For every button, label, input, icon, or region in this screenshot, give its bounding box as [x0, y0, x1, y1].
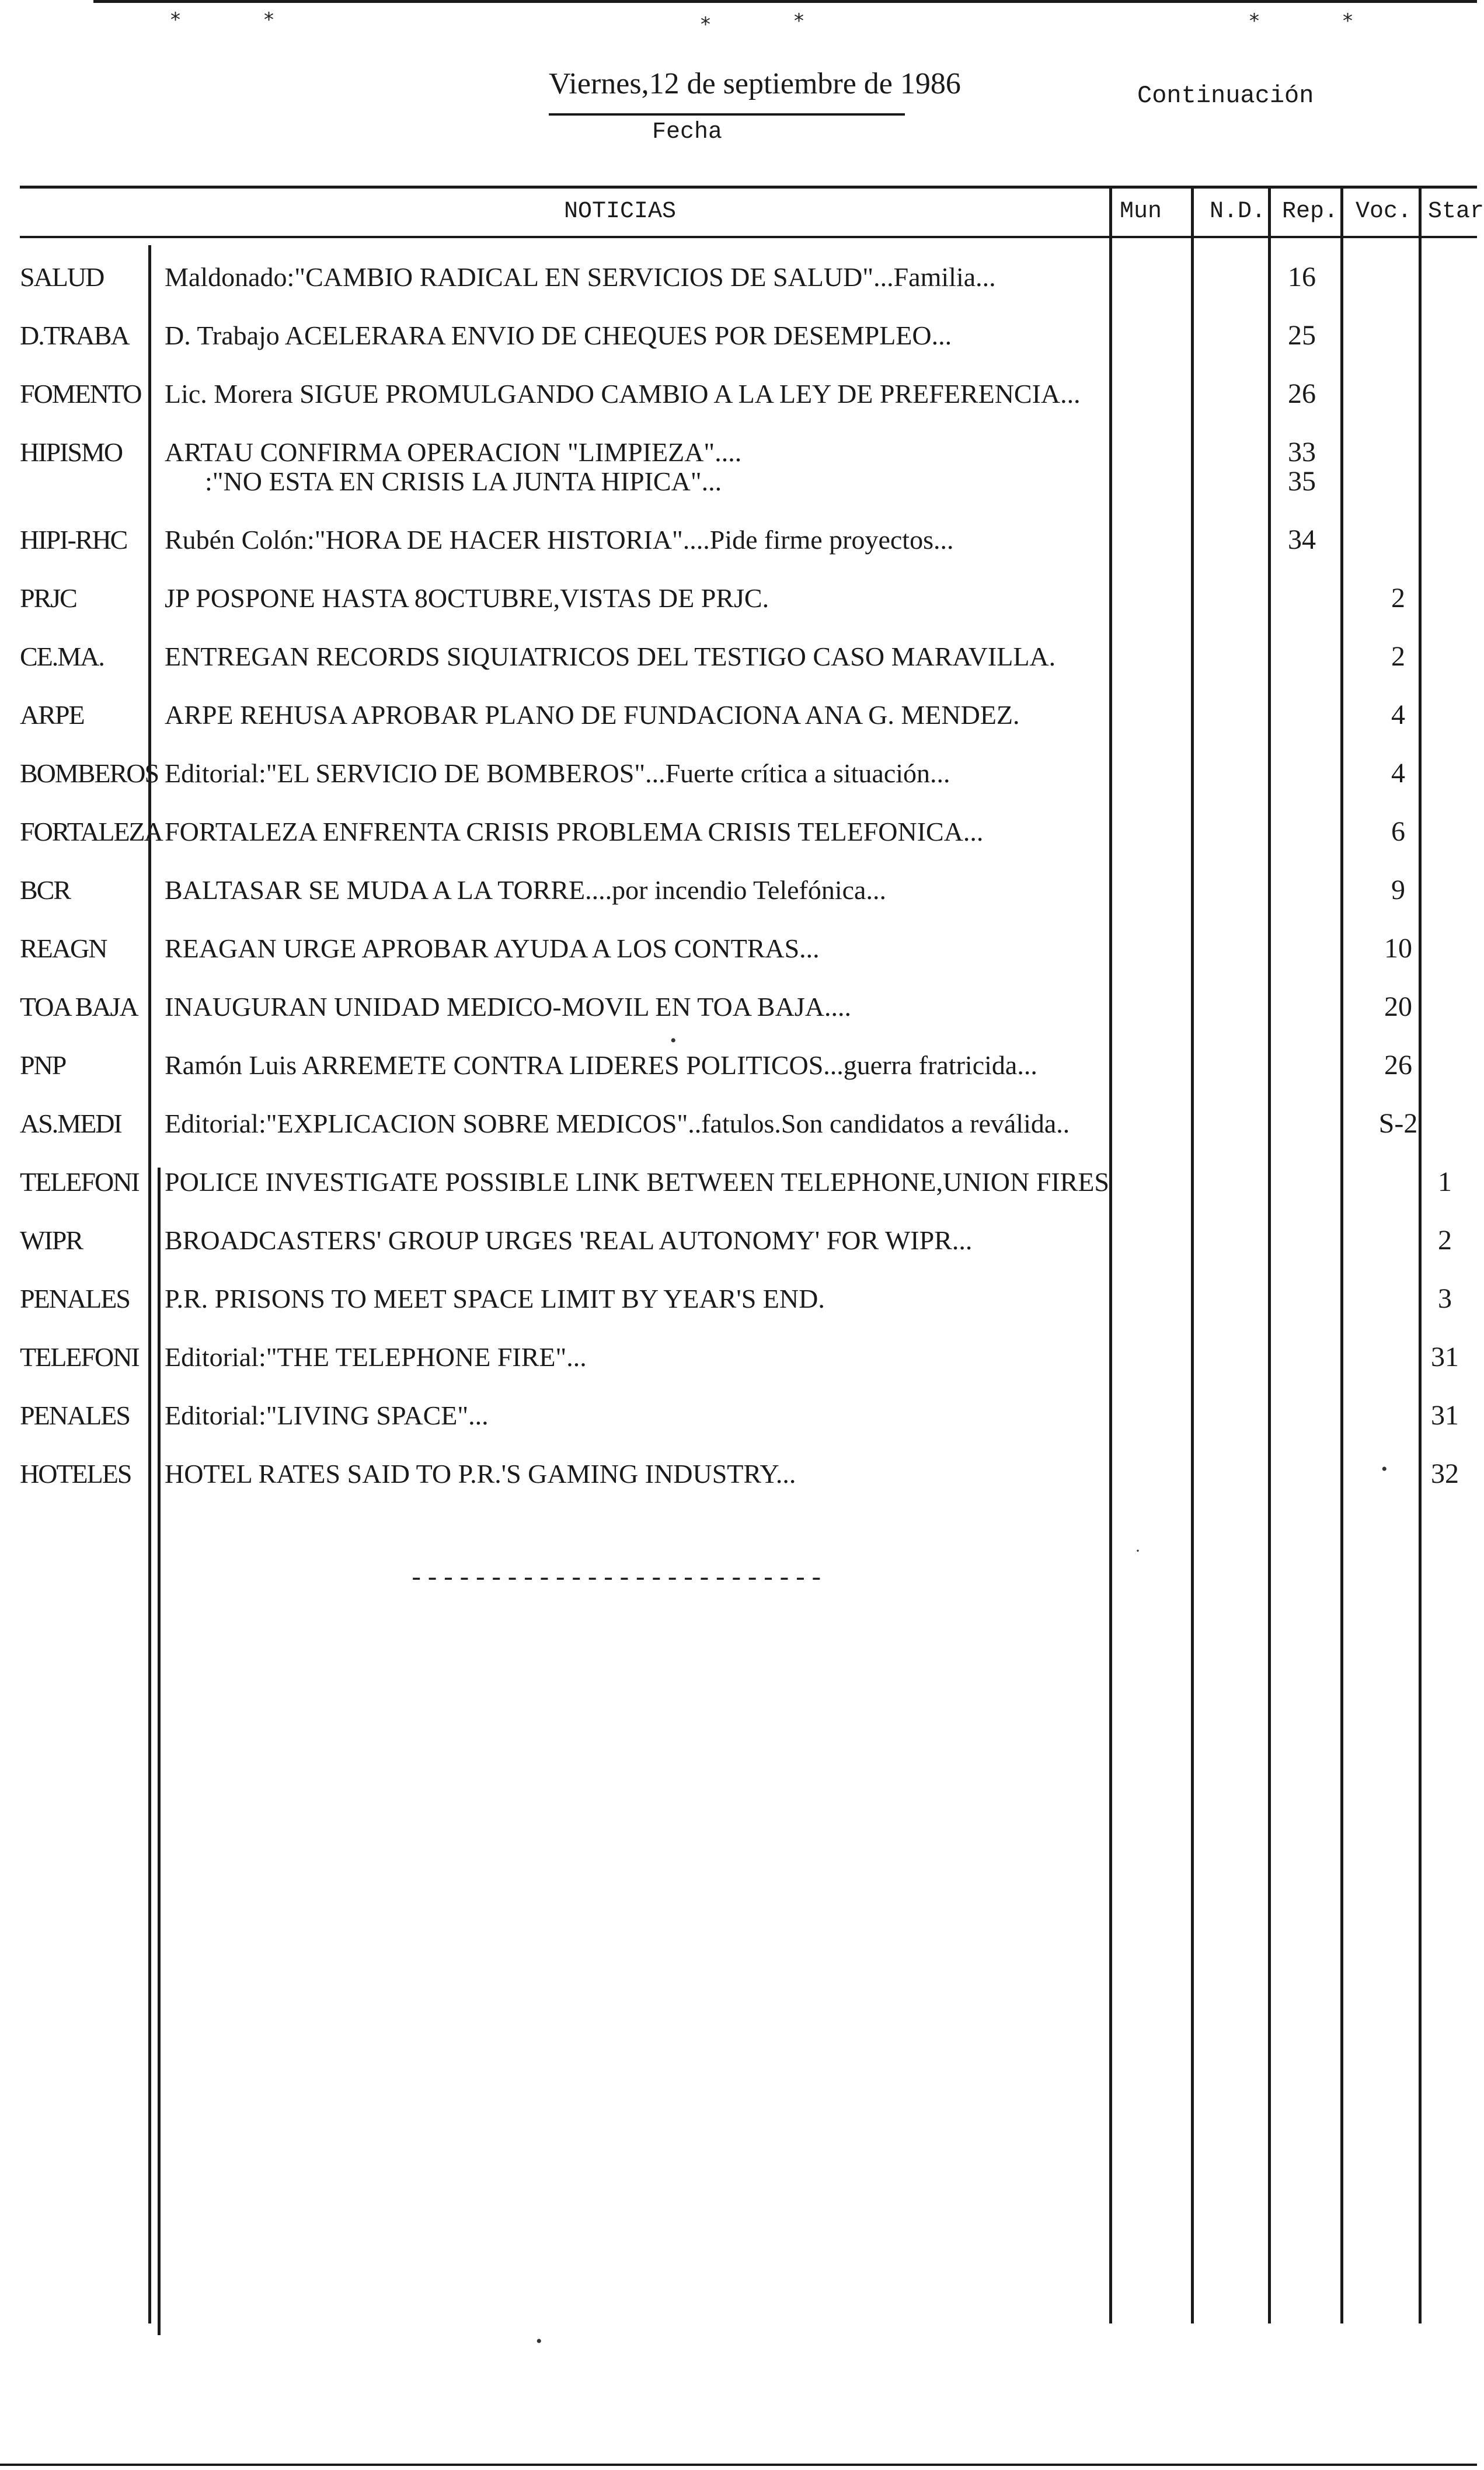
rep-page	[1273, 438, 1331, 496]
table-row	[0, 1109, 1477, 1168]
section-code: SALUD	[20, 262, 104, 292]
headline-line: P.R. PRISONS TO MEET SPACE LIMIT BY YEAR'S END.	[165, 1284, 825, 1314]
rep-page	[1273, 321, 1331, 350]
table-row	[0, 1284, 1477, 1343]
voc-page: 4	[1391, 758, 1405, 789]
headline	[165, 379, 1122, 409]
headline-line: :"NO ESTA EN CRISIS LA JUNTA HIPICA"...	[165, 466, 722, 496]
headline	[165, 1168, 1122, 1197]
headline-line: Editorial:"LIVING SPACE"...	[165, 1401, 489, 1430]
voc-page: 6	[1391, 816, 1405, 847]
column-header-mun: Mun	[1120, 198, 1162, 225]
scan-mark: *	[701, 13, 710, 36]
voc-page: 9	[1391, 875, 1405, 905]
section-code: WIPR	[20, 1225, 82, 1255]
section-code: BCR	[20, 875, 71, 905]
headline	[165, 1226, 1122, 1255]
rep-page-value: 16	[1288, 262, 1316, 292]
scan-mark: *	[264, 8, 274, 32]
document-date: Viernes,12 de septiembre de 1986	[549, 67, 961, 100]
star-page: 3	[1438, 1283, 1452, 1314]
table-row	[0, 525, 1477, 584]
voc-page: S-2	[1378, 1108, 1418, 1139]
voc-page: 20	[1384, 991, 1412, 1022]
star-page: 32	[1431, 1458, 1459, 1489]
headline	[165, 263, 1122, 292]
headline-line: BROADCASTERS' GROUP URGES 'REAL AUTONOMY' FOR WIPR...	[165, 1225, 973, 1255]
column-header-star: Star	[1428, 198, 1484, 225]
headline-line: Rubén Colón:"HORA DE HACER HISTORIA"....Pide firme proyectos...	[165, 525, 954, 555]
section-code: PENALES	[20, 1284, 130, 1314]
table-header-rule	[20, 236, 1477, 238]
table-row	[0, 584, 1477, 642]
headline	[165, 876, 1122, 905]
scan-mark: *	[794, 9, 804, 33]
star-page: 2	[1438, 1225, 1452, 1256]
table-row	[0, 321, 1477, 379]
headline-line: Maldonado:"CAMBIO RADICAL EN SERVICIOS DE SALUD"...Familia...	[165, 262, 996, 292]
headline-line: ARTAU CONFIRMA OPERACION "LIMPIEZA"....	[165, 437, 742, 467]
rep-page-value: 26	[1288, 378, 1316, 409]
news-table	[0, 263, 1477, 1518]
scan-speck: •	[536, 2332, 542, 2351]
table-row	[0, 1459, 1477, 1518]
table-row	[0, 817, 1477, 876]
table-row	[0, 934, 1477, 992]
headline-line: BALTASAR SE MUDA A LA TORRE....por incendio Telefónica...	[165, 875, 886, 905]
headline	[165, 817, 1122, 846]
headline	[165, 584, 1122, 613]
headline	[165, 642, 1122, 671]
table-top-rule	[20, 186, 1477, 189]
rep-page-value: 34	[1288, 524, 1316, 555]
section-code: FOMENTO	[20, 379, 141, 409]
rep-page	[1273, 263, 1331, 292]
headline-line: HOTEL RATES SAID TO P.R.'S GAMING INDUSTRY...	[165, 1459, 796, 1489]
section-code: PRJC	[20, 583, 76, 613]
rep-page-value: 25	[1288, 320, 1316, 351]
column-header-voc: Voc.	[1356, 198, 1412, 225]
section-code: HIPI-RHC	[20, 525, 127, 555]
voc-page: 4	[1391, 699, 1405, 730]
table-row	[0, 701, 1477, 759]
section-code: TOA BAJA	[20, 992, 138, 1022]
section-code: D.TRABA	[20, 320, 129, 350]
headline	[165, 321, 1122, 350]
scan-mark: *	[1343, 9, 1353, 33]
scan-speck: •	[670, 1031, 677, 1050]
rep-page-value: 35	[1288, 466, 1316, 497]
headline-line: JP POSPONE HASTA 8OCTUBRE,VISTAS DE PRJC.	[165, 583, 769, 613]
rep-page	[1273, 379, 1331, 409]
bottom-border	[0, 2464, 1477, 2466]
headline	[165, 525, 1122, 555]
headline	[165, 1401, 1122, 1430]
headline-line: Editorial:"EXPLICACION SOBRE MEDICOS"..fatulos.Son candidatos a reválida..	[165, 1109, 1070, 1138]
table-row	[0, 1401, 1477, 1459]
headline	[165, 934, 1122, 963]
star-page: 31	[1431, 1400, 1459, 1431]
column-header-noticias: NOTICIAS	[564, 198, 677, 225]
voc-page: 10	[1384, 933, 1412, 964]
section-code: AS.MEDI	[20, 1109, 121, 1138]
section-code: TELEFONI	[20, 1342, 139, 1372]
table-row	[0, 642, 1477, 701]
headline-line: ENTREGAN RECORDS SIQUIATRICOS DEL TESTIGO CASO MARAVILLA.	[165, 642, 1056, 671]
headline	[165, 438, 1122, 496]
headline	[165, 1459, 1122, 1489]
table-row	[0, 876, 1477, 934]
rep-page-value: 33	[1288, 437, 1316, 468]
headline-line: Ramón Luis ARREMETE CONTRA LIDERES POLITICOS...guerra fratricida...	[165, 1050, 1037, 1080]
column-header-nd: N.D.	[1210, 198, 1266, 225]
headline-line: REAGAN URGE APROBAR AYUDA A LOS CONTRAS...	[165, 933, 820, 963]
headline-line: ARPE REHUSA APROBAR PLANO DE FUNDACIONA ANA G. MENDEZ.	[165, 700, 1020, 730]
headline	[165, 759, 1122, 788]
headline	[165, 1051, 1122, 1080]
headline	[165, 1284, 1122, 1314]
end-of-list-rule: --------------------------	[409, 1565, 825, 1594]
section-code: ARPE	[20, 700, 84, 730]
table-row	[0, 438, 1477, 525]
continuation-label: Continuación	[1137, 82, 1314, 110]
section-code: REAGN	[20, 933, 107, 963]
table-row	[0, 1168, 1477, 1226]
star-page: 31	[1431, 1342, 1459, 1372]
headline-line: Editorial:"THE TELEPHONE FIRE"...	[165, 1342, 587, 1372]
headline-line: Editorial:"EL SERVICIO DE BOMBEROS"...Fuerte crítica a situación...	[165, 758, 950, 788]
top-border	[93, 0, 1477, 3]
rep-page	[1273, 525, 1331, 555]
scan-speck: ·	[1135, 1541, 1141, 1560]
headline	[165, 1343, 1122, 1372]
section-code: HIPISMO	[20, 437, 123, 467]
headline-line: FORTALEZA ENFRENTA CRISIS PROBLEMA CRISIS TELEFONICA...	[165, 817, 984, 846]
section-code: FORTALEZA	[20, 817, 162, 846]
table-row	[0, 263, 1477, 321]
scan-speck: •	[1381, 1459, 1388, 1479]
table-row	[0, 1343, 1477, 1401]
table-row	[0, 1051, 1477, 1109]
voc-page: 2	[1391, 641, 1405, 672]
table-row	[0, 379, 1477, 438]
headline	[165, 992, 1122, 1022]
scan-mark: *	[1249, 9, 1259, 33]
star-page: 1	[1438, 1166, 1452, 1197]
section-code: PNP	[20, 1050, 66, 1080]
headline-line: INAUGURAN UNIDAD MEDICO-MOVIL EN TOA BAJA....	[165, 992, 851, 1022]
section-code: PENALES	[20, 1401, 130, 1430]
section-code: BOMBEROS	[20, 758, 159, 788]
column-header-rep: Rep.	[1282, 198, 1339, 225]
section-code: HOTELES	[20, 1459, 131, 1489]
voc-page: 26	[1384, 1050, 1412, 1081]
date-underline	[549, 113, 905, 116]
date-caption: Fecha	[652, 119, 723, 145]
voc-page: 2	[1391, 583, 1405, 614]
section-code: TELEFONI	[20, 1167, 139, 1197]
section-code: CE.MA.	[20, 642, 104, 671]
headline	[165, 701, 1122, 730]
headline	[165, 1109, 1122, 1138]
table-row	[0, 759, 1477, 817]
table-row	[0, 1226, 1477, 1284]
headline-line: D. Trabajo ACELERARA ENVIO DE CHEQUES POR DESEMPLEO...	[165, 320, 952, 350]
scan-mark: *	[170, 8, 180, 32]
headline-line: POLICE INVESTIGATE POSSIBLE LINK BETWEEN TELEPHONE,UNION FIRES	[165, 1167, 1109, 1197]
table-row	[0, 992, 1477, 1051]
headline-line: Lic. Morera SIGUE PROMULGANDO CAMBIO A LA LEY DE PREFERENCIA...	[165, 379, 1081, 409]
